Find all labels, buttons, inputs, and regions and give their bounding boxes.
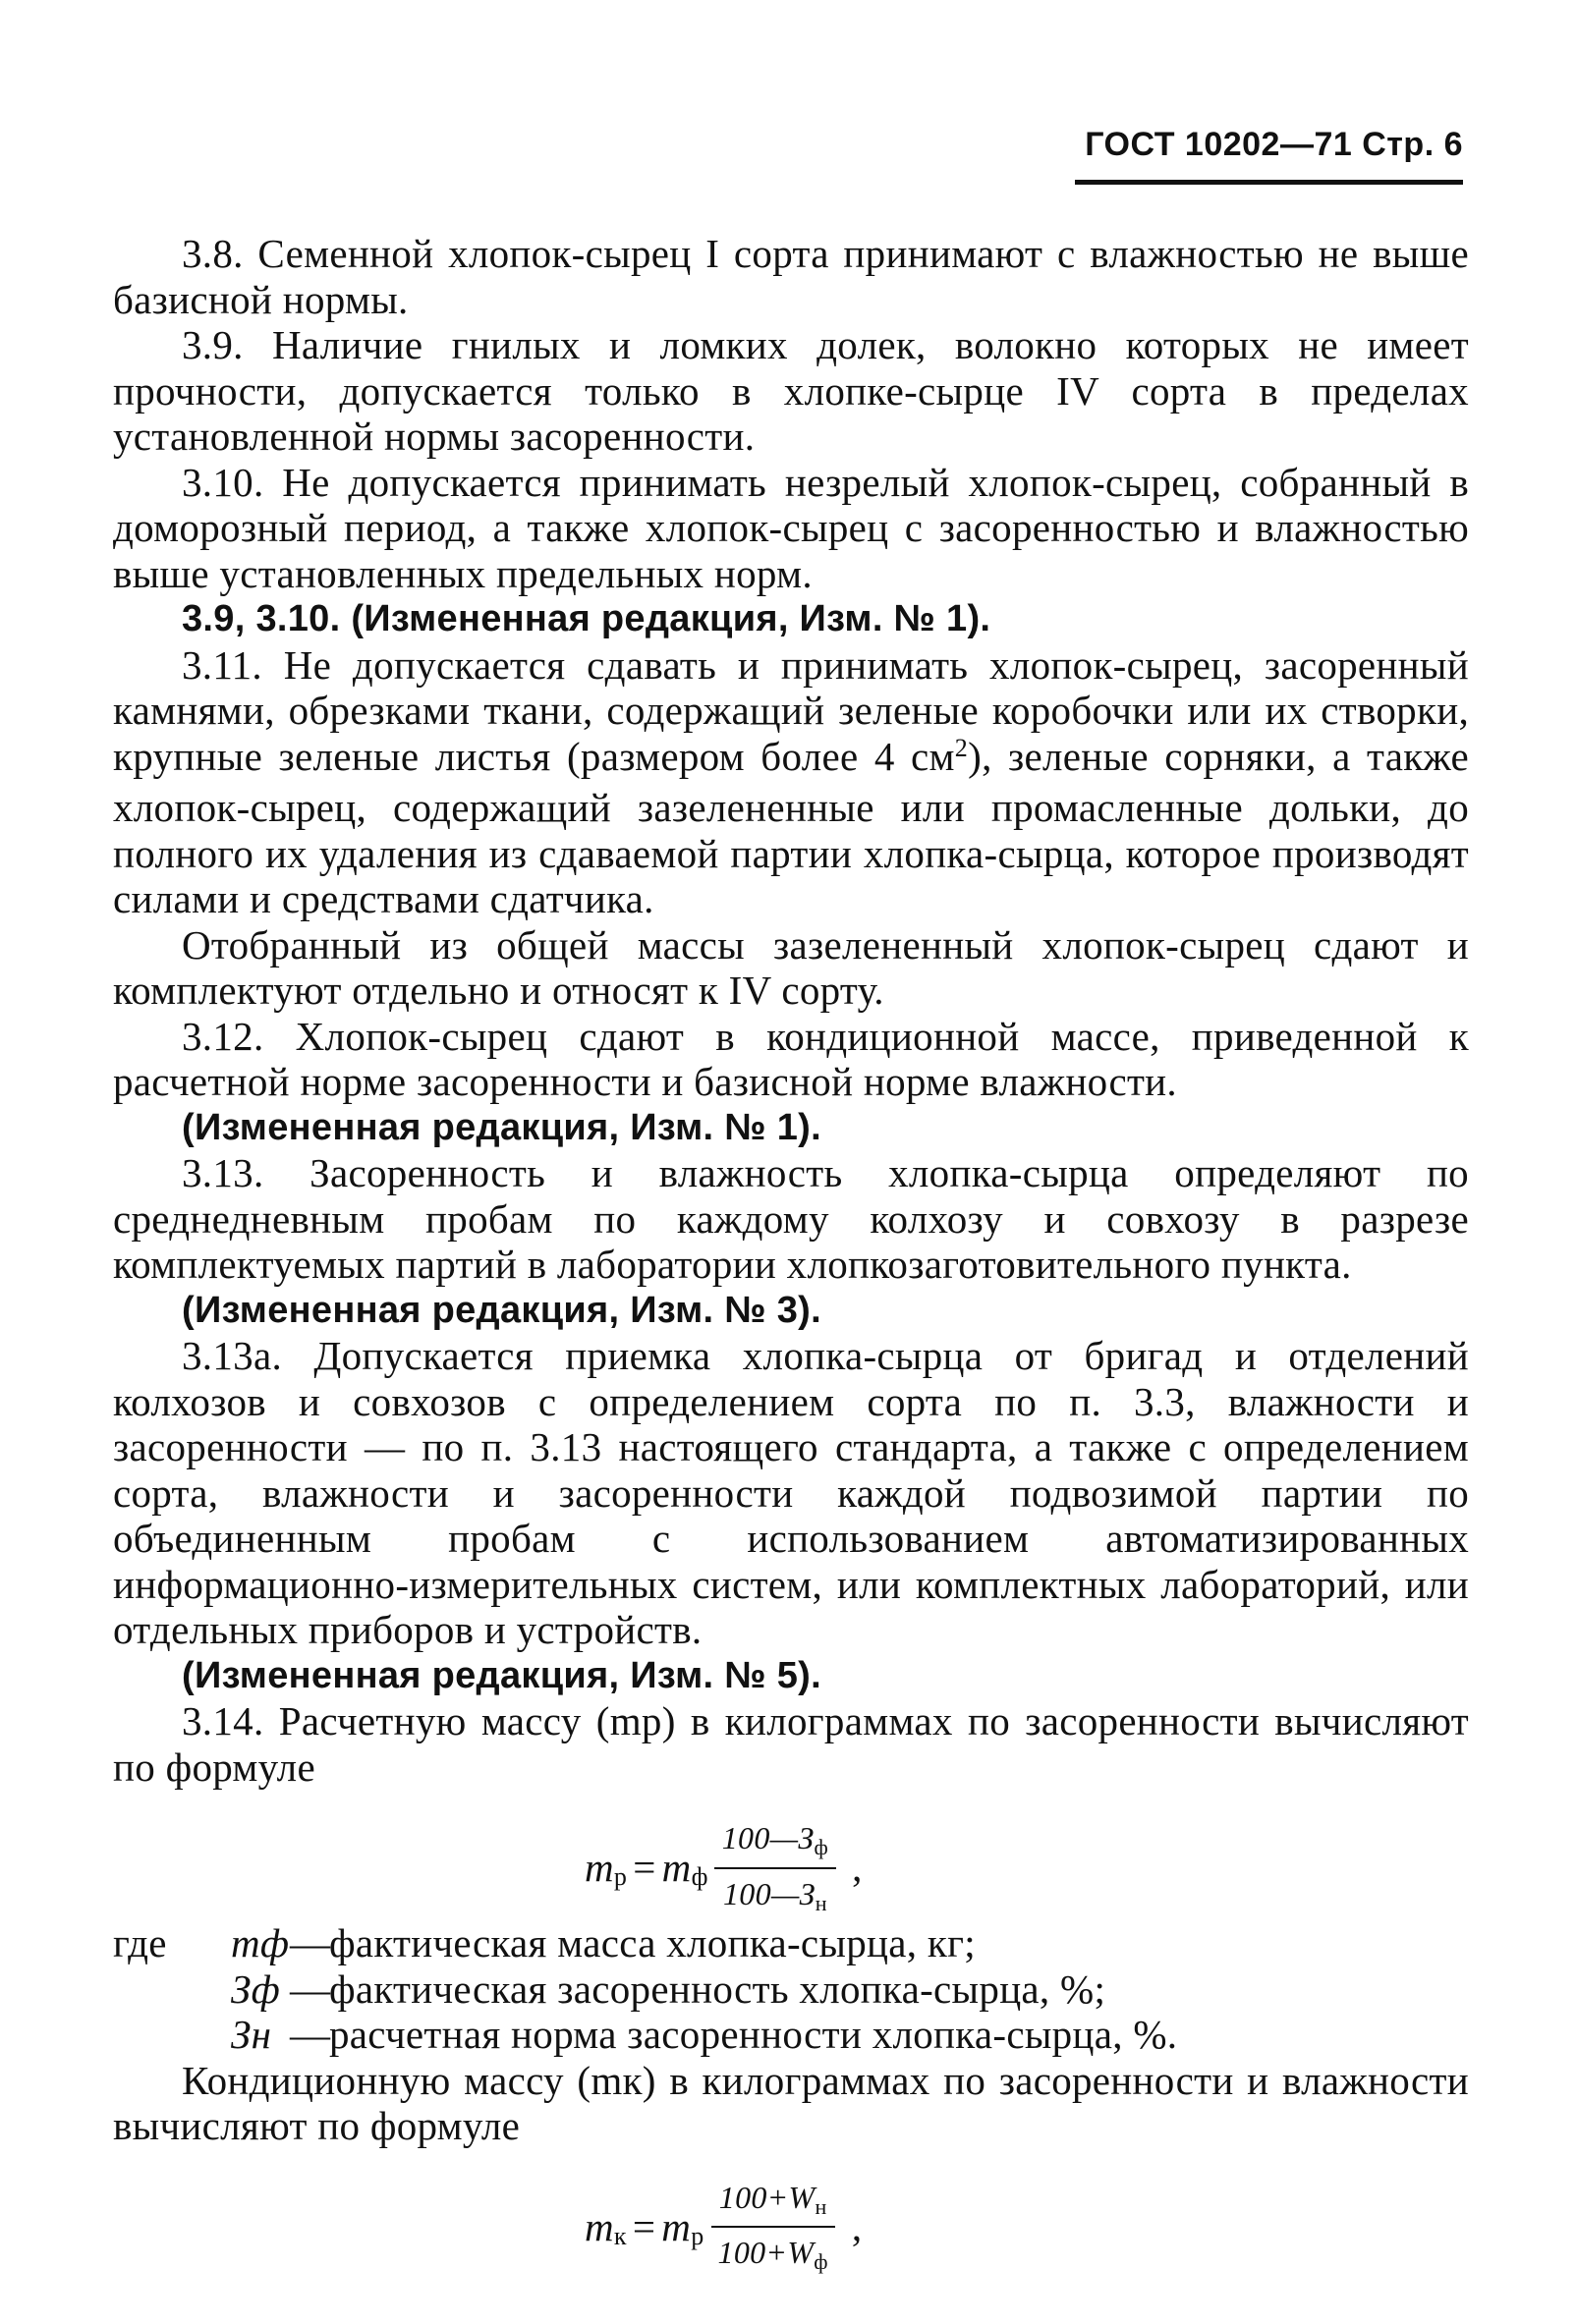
definition-row bbox=[113, 1966, 1469, 2013]
formula2-denominator bbox=[710, 2228, 836, 2280]
paragraph-3-11 bbox=[113, 642, 1469, 922]
definitions-list bbox=[113, 1920, 1469, 2058]
formula1-trail: , bbox=[852, 1845, 863, 1891]
definition-symbol: mф bbox=[231, 1920, 290, 1965]
paragraph-3-11-continued: Отобранный из общей массы зазелененный хлопок-сырец сдают и комплектуют отдельно и относят к IV сорту. bbox=[113, 921, 1469, 1013]
formula1-numerator bbox=[714, 1815, 836, 1869]
formula1-num-sub: ф bbox=[814, 1835, 829, 1859]
definition-lead bbox=[113, 2012, 231, 2058]
definition-lead: где bbox=[113, 1920, 167, 1965]
paragraph-3-11-part2: ), зеленые сорняки, а также хлопок-сырец, содержащий зазелененные или промасленные дольки, до полного их удаления из сдаваемой партии хлопка-сырца, которое производят силами и средствами сдатчика. bbox=[113, 733, 1469, 921]
formula1-rhs-sub: ф bbox=[691, 1862, 708, 1892]
paragraph-3-8: 3.8. Семенной хлопок-сырец I сорта принимают с влажностью не выше базисной нормы. bbox=[113, 231, 1469, 322]
formula2-den-text: 100+W bbox=[717, 2235, 815, 2270]
paragraph-3-9: 3.9. Наличие гнилых и ломких долек, волокно которых не имеет прочности, допускается только в хлопке-сырце IV сорта в пределах установленной нормы засоренности. bbox=[113, 322, 1469, 459]
formula-calculated-mass bbox=[113, 1798, 1469, 1920]
definition-dash: — bbox=[290, 1965, 331, 2012]
paragraph-3-12: 3.12. Хлопок-сырец сдают в кондиционной массе, приведенной к расчетной норме засоренности и базисной норме влажности. bbox=[113, 1013, 1469, 1104]
formula1-den-text: 100—З bbox=[722, 1875, 816, 1911]
formula2-num-text: 100+W bbox=[718, 2179, 816, 2215]
amendment-note-1: 3.9, 3.10. (Измененная редакция, Изм. № 1). bbox=[182, 598, 991, 639]
formula2-rhs: m bbox=[661, 2203, 692, 2249]
definition-row bbox=[113, 1920, 1469, 1966]
formula-conditional-mass bbox=[113, 2157, 1469, 2280]
formula1-eq: = bbox=[633, 1845, 656, 1891]
definition-dash: — bbox=[290, 1920, 331, 1965]
formula1-rhs: m bbox=[661, 1845, 692, 1891]
formula1-den-sub: н bbox=[815, 1890, 827, 1915]
formula1-denominator bbox=[715, 1869, 835, 1921]
paragraph-3-10: 3.10. Не допускается принимать незрелый хлопок-сырец, собранный в доморозный период, а также хлопок-сырец с засоренностью и влажностью выше установленных предельных норм. bbox=[113, 459, 1469, 596]
document-body bbox=[113, 231, 1469, 2280]
page-header: ГОСТ 10202—71 Стр. 6 bbox=[1085, 126, 1463, 163]
formula1-fraction bbox=[714, 1815, 836, 1920]
header-rule bbox=[1075, 180, 1463, 185]
paragraph-3-13a: 3.13а. Допускается приемка хлопка-сырца от бригад и отделений колхозов и совхозов с определением сорта по п. 3.3, влажности и засоренности — по п. 3.13 настоящего стандарта, а также с определением сорта, влажности и засоренности каждой подвозимой партии по объединенным пробам с использованием автоматизированных информационно-измерительных систем, или комплектных лабораторий, или отдельных приборов и устройств. bbox=[113, 1333, 1469, 1652]
definition-dash: — bbox=[290, 2012, 331, 2057]
formula2-rhs-sub: р bbox=[691, 2221, 704, 2250]
formula1-lhs-sub: р bbox=[613, 1862, 628, 1892]
formula2-den-sub: ф bbox=[814, 2249, 828, 2274]
paragraph-3-11-part1: 3.11. Не допускается сдавать и принимать хлопок-сырец, засоренный камнями, обрезками ткани, содержащий зеленые коробочки или их створки, крупные зеленые листья (размером более 4 см bbox=[113, 641, 1469, 779]
definition-text: фактическая масса хлопка-сырца, кг; bbox=[329, 1920, 976, 1965]
formula2-eq: = bbox=[632, 2203, 656, 2249]
formula2-num-sub: н bbox=[815, 2193, 827, 2219]
superscript-2: 2 bbox=[954, 733, 969, 762]
definition-lead bbox=[113, 1966, 231, 2013]
definition-text: расчетная норма засоренности хлопка-сырца, %. bbox=[329, 2012, 1178, 2057]
formula1-num-text: 100—З bbox=[721, 1820, 815, 1855]
amendment-note-3: (Измененная редакция, Изм. № 3). bbox=[182, 1289, 821, 1331]
formula1-lhs: m bbox=[585, 1845, 614, 1891]
definition-symbol: Зф bbox=[231, 1965, 281, 2012]
definition-text: фактическая засоренность хлопка-сырца, %; bbox=[329, 1965, 1106, 2012]
definition-symbol: Зн bbox=[231, 2012, 272, 2057]
paragraph-3-13: 3.13. Засоренность и влажность хлопка-сырца определяют по среднедневным пробам по каждому колхозу и совхозу в разрезе комплектуемых партий в лаборатории хлопкозаготовительного пункта. bbox=[113, 1150, 1469, 1287]
amendment-note-2: (Измененная редакция, Изм. № 1). bbox=[182, 1106, 821, 1148]
formula2-lhs-sub: к bbox=[613, 2221, 627, 2250]
formula2-fraction bbox=[710, 2175, 836, 2280]
formula2-lhs: m bbox=[585, 2203, 614, 2249]
amendment-note-4: (Измененная редакция, Изм. № 5). bbox=[182, 1654, 821, 1696]
definition-row bbox=[113, 2012, 1469, 2058]
paragraph-3-14: 3.14. Расчетную массу (mр) в килограммах по засоренности вычисляют по формуле bbox=[113, 1698, 1469, 1790]
paragraph-conditional-mass: Кондиционную массу (mк) в килограммах по засоренности и влажности вычисляют по формуле bbox=[113, 2057, 1469, 2148]
formula2-numerator bbox=[711, 2175, 835, 2229]
formula2-trail: , bbox=[851, 2203, 863, 2249]
